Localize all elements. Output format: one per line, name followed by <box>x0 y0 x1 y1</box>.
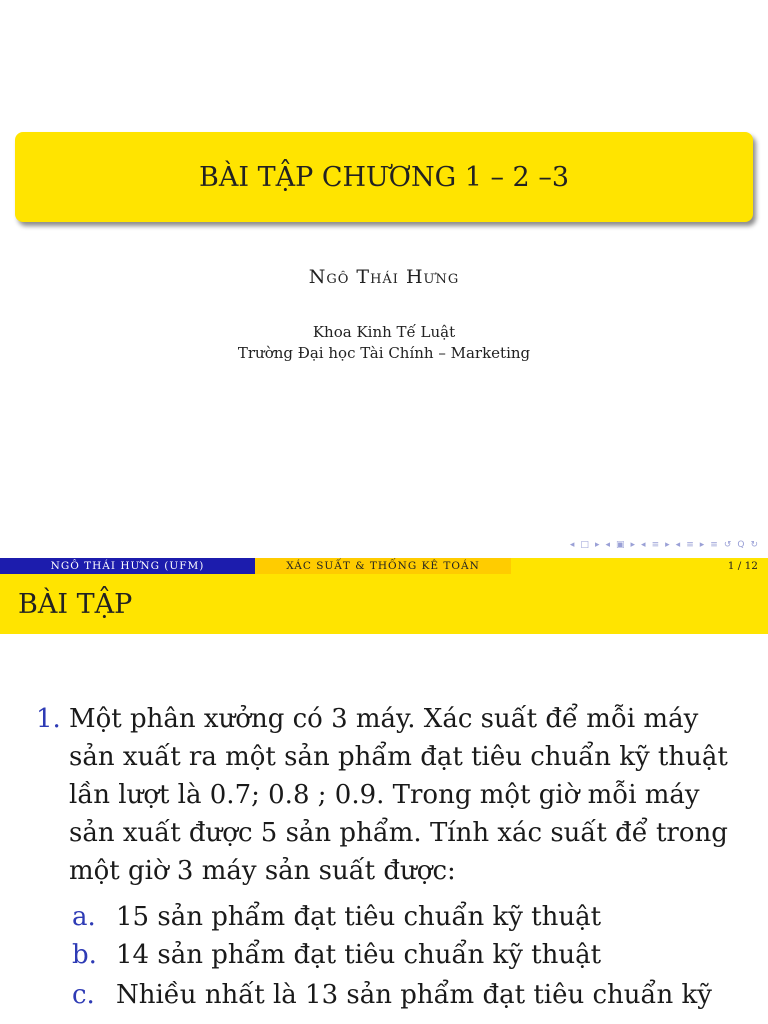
nav-next-slide-icon[interactable]: ▸ <box>630 540 636 550</box>
frame-title: BÀI TẬP <box>18 588 133 620</box>
nav-document-icon[interactable]: ≡ <box>710 540 718 550</box>
nav-next-subsection-icon[interactable]: ▸ <box>665 540 670 550</box>
paragraph-line: sản xuất ra một sản phẩm đạt tiêu chuẩn kỹ thuật <box>69 742 728 772</box>
subitem-label: a. <box>72 902 96 932</box>
institution-university: Trường Đại học Tài Chính – Marketing <box>237 344 531 362</box>
nav-back-icon[interactable]: ↺ <box>723 540 732 550</box>
nav-search-icon[interactable]: Q <box>737 540 745 550</box>
nav-prev-slide-icon[interactable]: ◂ <box>605 540 610 550</box>
author-name: Ngô Thái Hưng <box>308 266 460 288</box>
exercise-paragraph <box>69 700 759 890</box>
nav-subsection-icon[interactable]: ≡ <box>651 540 660 550</box>
slide-footer <box>0 558 768 574</box>
footer-course: XÁC SUẤT & THỐNG KÊ TOÁN <box>255 558 511 574</box>
nav-prev-section-icon[interactable]: ◂ <box>675 540 681 550</box>
footer-page-number: 1 / 12 <box>727 560 758 572</box>
paragraph-line: sản xuất được 5 sản phẩm. Tính xác suất để trong <box>69 818 728 848</box>
institution-faculty: Khoa Kinh Tế Luật <box>312 323 456 341</box>
nav-frame-icon[interactable]: □ <box>580 540 589 550</box>
title-box <box>15 132 753 222</box>
nav-section-icon[interactable]: ≡ <box>686 540 694 550</box>
slide-title: BÀI TẬP CHƯƠNG 1 – 2 –3 <box>199 161 569 193</box>
subitem-text: Nhiều nhất là 13 sản phẩm đạt tiêu chuẩn kỹ <box>116 980 712 1010</box>
nav-slide-icon[interactable]: ▣ <box>616 540 625 550</box>
beamer-navigation-bar[interactable] <box>568 537 760 553</box>
institution <box>0 322 768 364</box>
footer-author: NGÔ THÁI HƯNG (UFM) <box>0 558 255 574</box>
paragraph-line: Một phân xưởng có 3 máy. Xác suất để mỗi máy <box>69 704 699 734</box>
subitem-label: b. <box>72 940 97 970</box>
subitem-text: 14 sản phẩm đạt tiêu chuẩn kỹ thuật <box>116 940 602 970</box>
subitem-text: 15 sản phẩm đạt tiêu chuẩn kỹ thuật <box>116 902 602 932</box>
nav-next-section-icon[interactable]: ▸ <box>699 540 705 550</box>
nav-prev-subsection-icon[interactable]: ◂ <box>641 540 646 550</box>
nav-next-frame-icon[interactable]: ▸ <box>594 540 600 550</box>
paragraph-line: lần lượt là 0.7; 0.8 ; 0.9. Trong một giờ mỗi máy <box>69 780 700 810</box>
nav-prev-frame-icon[interactable]: ◂ <box>569 540 575 550</box>
nav-forward-icon[interactable]: ↻ <box>750 540 758 550</box>
item-number: 1. <box>36 704 61 734</box>
paragraph-line: một giờ 3 máy sản suất được: <box>69 856 456 886</box>
subitem-label: c. <box>72 980 95 1010</box>
frame-title-bar <box>0 574 768 634</box>
